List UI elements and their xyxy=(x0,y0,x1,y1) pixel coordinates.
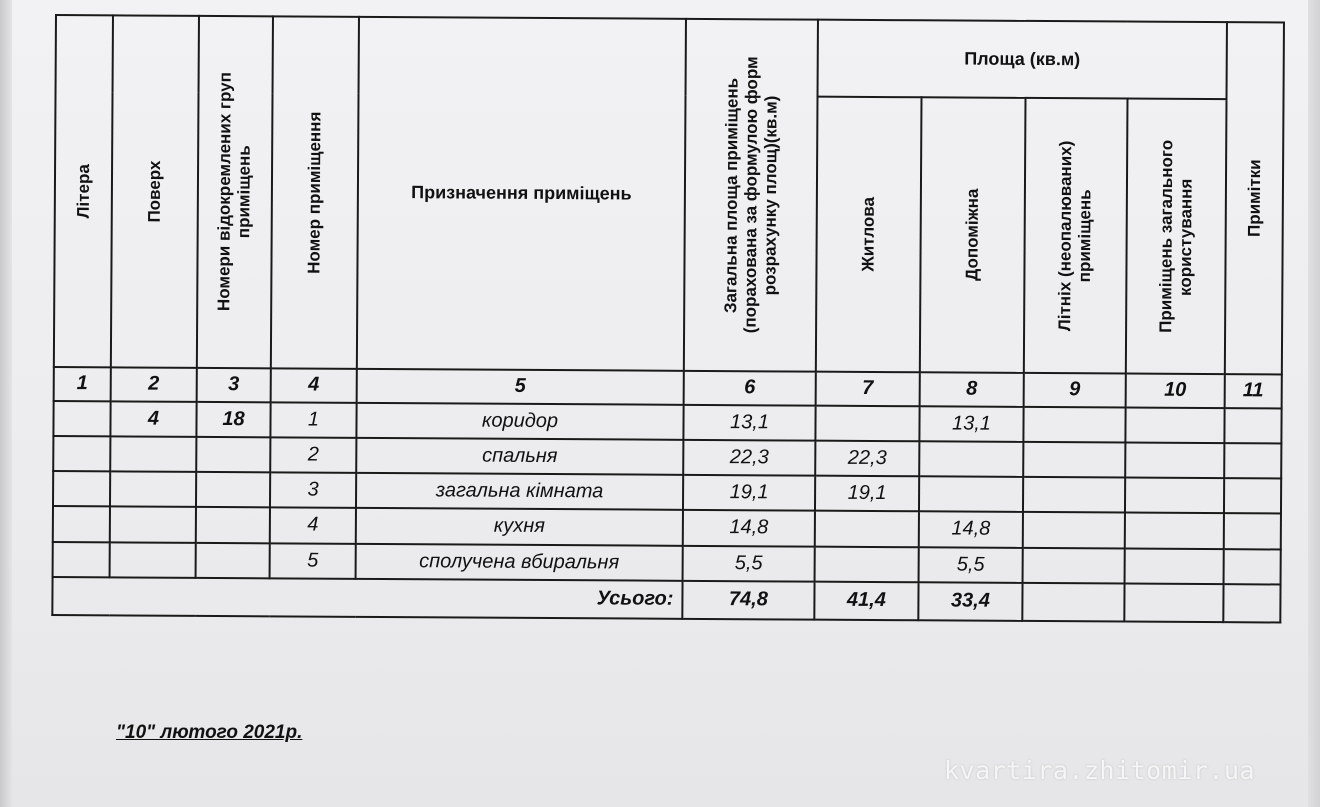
colnum: 9 xyxy=(1024,373,1126,408)
cell-summer xyxy=(1023,407,1125,443)
header-floor: Поверх xyxy=(111,15,199,367)
header-living: Житлова xyxy=(816,97,922,372)
colnum: 3 xyxy=(197,368,271,403)
cell-common xyxy=(1125,548,1224,584)
cell-litera xyxy=(53,506,110,542)
totals-living: 41,4 xyxy=(814,581,918,620)
cell-group xyxy=(196,507,270,543)
header-group-numbers: Номери відокремлених груп приміщень xyxy=(197,16,273,368)
totals-aux: 33,4 xyxy=(918,582,1022,621)
colnum: 8 xyxy=(920,372,1024,407)
totals-notes xyxy=(1223,584,1280,623)
totals-row xyxy=(52,577,1280,623)
cell-floor xyxy=(110,472,196,508)
colnum: 1 xyxy=(54,367,111,402)
room-area-table xyxy=(51,14,1285,624)
header-purpose: Призначення приміщень xyxy=(357,17,686,371)
cell-litera xyxy=(53,401,110,437)
cell-living xyxy=(815,511,919,547)
header-auxiliary: Допоміжна xyxy=(920,98,1026,373)
colnum: 2 xyxy=(111,367,197,402)
colnum: 4 xyxy=(271,368,357,403)
colnum: 6 xyxy=(684,371,816,406)
cell-room: 1 xyxy=(270,402,356,438)
cell-common xyxy=(1125,478,1224,514)
cell-living: 22,3 xyxy=(815,441,919,477)
document-date: "10" лютого 2021р. xyxy=(116,722,303,743)
header-notes: Примітки xyxy=(1225,22,1284,374)
watermark: kvartira.zhitomir.ua xyxy=(944,756,1256,785)
cell-notes xyxy=(1224,549,1281,585)
cell-floor xyxy=(110,507,196,543)
cell-aux: 14,8 xyxy=(919,512,1023,548)
page-left-shadow xyxy=(0,0,12,807)
cell-notes xyxy=(1224,443,1281,479)
header-room-number: Номер приміщення xyxy=(271,16,359,368)
cell-group: 18 xyxy=(196,402,270,438)
page-right-edge xyxy=(1308,0,1320,807)
cell-living: 19,1 xyxy=(815,476,919,512)
cell-notes xyxy=(1224,408,1281,444)
cell-floor xyxy=(110,436,196,472)
header-area-group: Площа (кв.м) xyxy=(818,20,1227,100)
colnum: 11 xyxy=(1225,374,1282,409)
cell-room: 4 xyxy=(270,508,356,544)
cell-purpose: коридор xyxy=(356,403,683,440)
colnum: 7 xyxy=(816,371,920,406)
cell-group xyxy=(196,542,270,578)
cell-living xyxy=(815,406,919,442)
cell-group xyxy=(196,472,270,508)
cell-summer xyxy=(1023,547,1125,583)
cell-aux xyxy=(919,477,1023,513)
cell-litera xyxy=(53,436,110,472)
cell-floor: 4 xyxy=(110,401,196,437)
cell-notes xyxy=(1224,514,1281,550)
colnum: 5 xyxy=(357,369,684,405)
cell-total: 14,8 xyxy=(683,510,815,546)
header-total-area: Загальна площа приміщень (порахована за формулою форм розрахунку площ)(кв.м) xyxy=(684,19,818,372)
cell-floor xyxy=(110,542,196,578)
colnum: 10 xyxy=(1126,373,1225,408)
cell-summer xyxy=(1023,477,1125,513)
cell-purpose: загальна кімната xyxy=(356,473,683,510)
cell-room: 3 xyxy=(270,473,356,509)
cell-common xyxy=(1125,513,1224,549)
header-litera: Літера xyxy=(54,15,113,367)
totals-label: Усього: xyxy=(52,577,682,619)
cell-living xyxy=(815,546,919,582)
totals-common xyxy=(1124,583,1223,622)
cell-summer xyxy=(1023,512,1125,548)
cell-room: 5 xyxy=(270,543,356,579)
cell-common xyxy=(1125,407,1224,443)
cell-group xyxy=(196,437,270,473)
header-common-use: Приміщень загального користування xyxy=(1126,99,1227,374)
cell-notes xyxy=(1224,478,1281,514)
cell-summer xyxy=(1023,442,1125,478)
cell-total: 22,3 xyxy=(683,440,815,476)
cell-room: 2 xyxy=(270,437,356,473)
cell-aux: 13,1 xyxy=(919,406,1023,442)
cell-purpose: кухня xyxy=(356,508,683,545)
cell-purpose: спальня xyxy=(356,438,683,475)
cell-total: 5,5 xyxy=(683,545,815,581)
header-summer-rooms: Літніх (неопалюваних) приміщень xyxy=(1024,98,1128,373)
cell-aux: 5,5 xyxy=(919,547,1023,583)
cell-purpose: сполучена вбиральня xyxy=(356,543,683,580)
cell-litera xyxy=(53,542,110,578)
totals-total: 74,8 xyxy=(682,581,814,620)
cell-common xyxy=(1125,443,1224,479)
cell-litera xyxy=(53,471,110,507)
cell-total: 19,1 xyxy=(683,475,815,511)
cell-aux xyxy=(919,441,1023,477)
totals-summer xyxy=(1022,583,1124,622)
cell-total: 13,1 xyxy=(683,405,815,441)
